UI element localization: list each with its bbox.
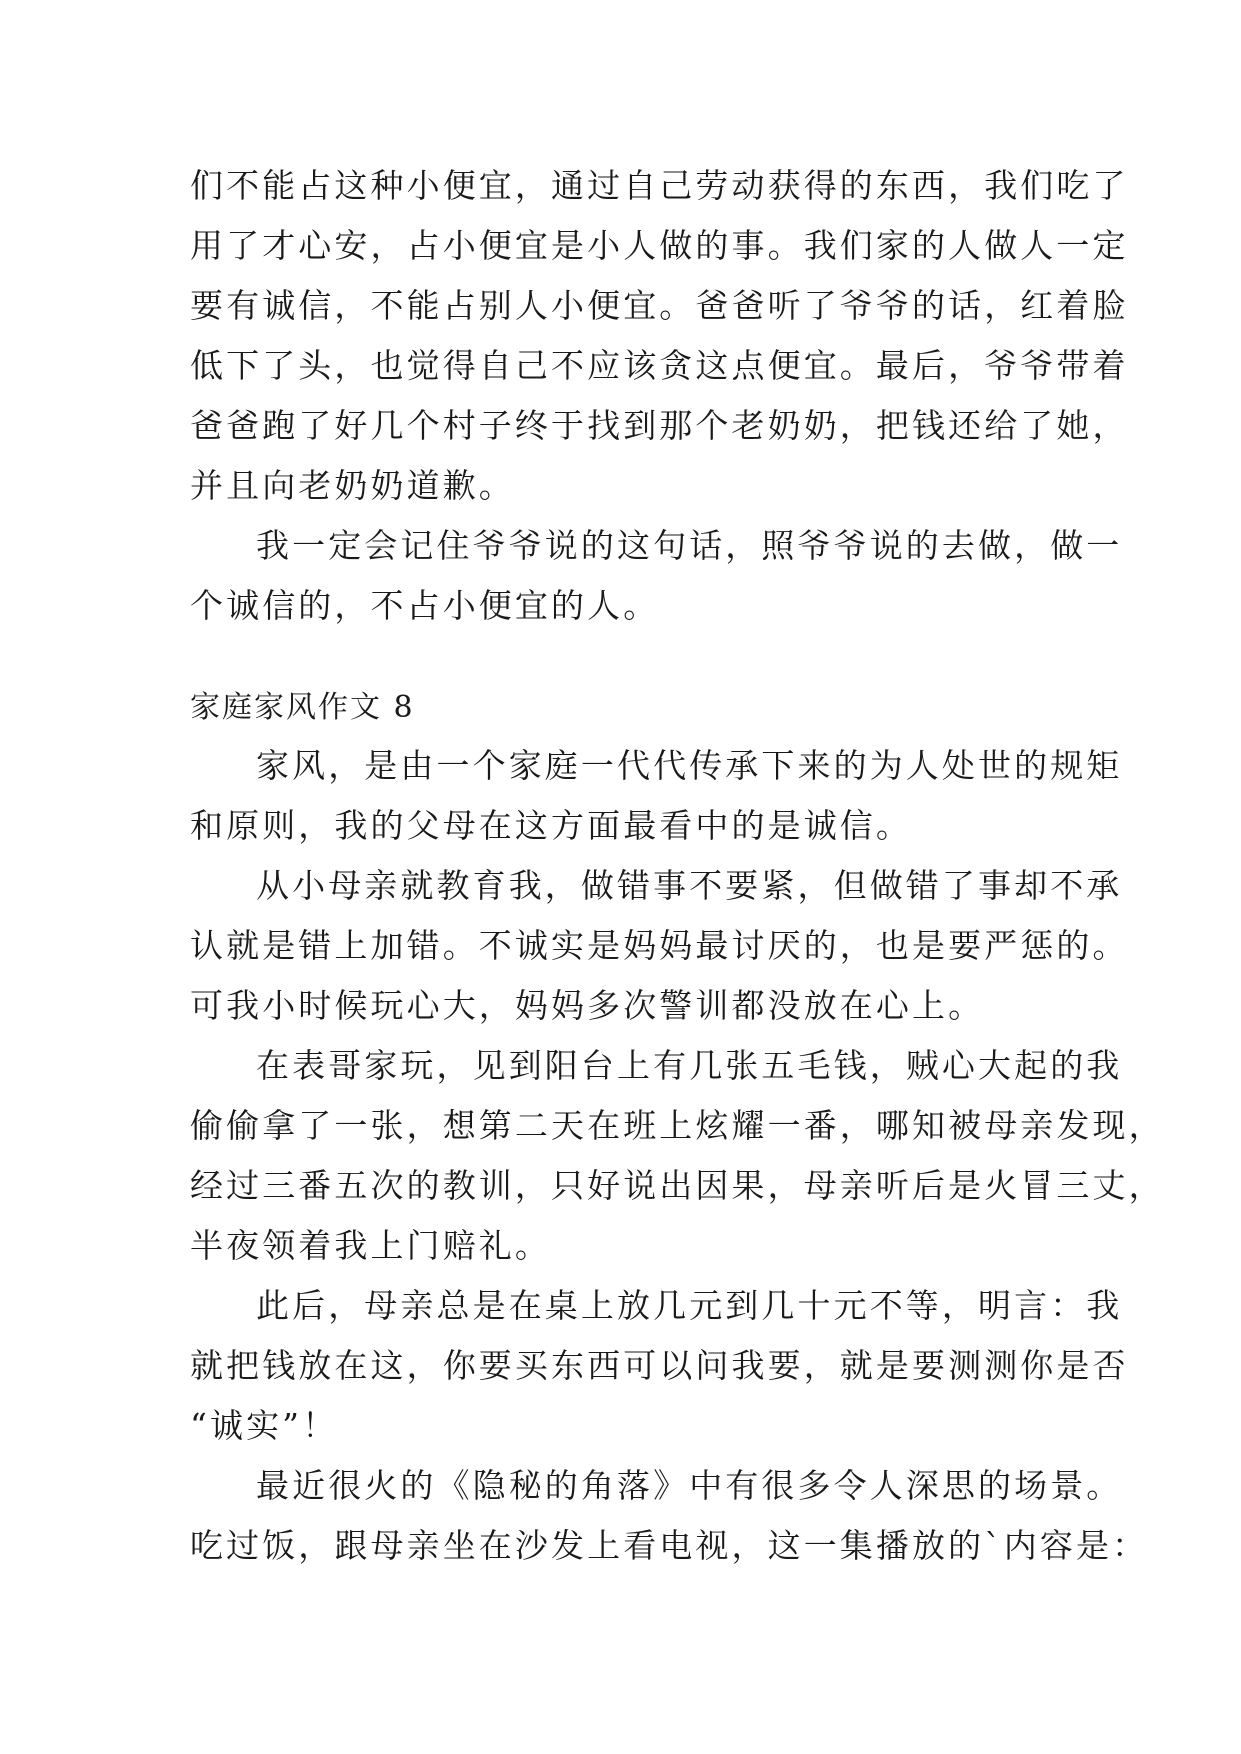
text-line: 用了才心安，占小便宜是小人做的事。我们家的人做人一定: [190, 226, 1129, 265]
text-line: 和原则，我的父母在这方面最看中的是诚信。: [190, 806, 912, 845]
text-line: 在表哥家玩，见到阳台上有几张五毛钱，贼心大起的我: [256, 1046, 1123, 1085]
text-line: 就把钱放在这，你要买东西可以问我要，就是要测测你是否: [190, 1346, 1129, 1385]
text-line: 经过三番五次的教训，只好说出因果，母亲听后是火冒三丈，: [190, 1166, 1165, 1205]
text-line: 我一定会记住爷爷说的这句话，照爷爷说的去做，做一: [256, 526, 1123, 565]
essay-heading: 家庭家风作文 8: [190, 690, 415, 725]
text-line: 半夜领着我上门赔礼。: [190, 1226, 551, 1265]
text-line: 们不能占这种小便宜，通过自己劳动获得的东西，我们吃了: [190, 166, 1129, 205]
text-line: 可我小时候玩心大，妈妈多次警训都没放在心上。: [190, 986, 985, 1025]
text-line: 从小母亲就教育我，做错事不要紧，但做错了事却不承: [256, 866, 1123, 905]
text-line: 要有诚信，不能占别人小便宜。爸爸听了爷爷的话，红着脸: [190, 286, 1129, 325]
text-line: 最近很火的《隐秘的角落》中有很多令人深思的场景。: [256, 1466, 1123, 1505]
text-line: 家风，是由一个家庭一代代传承下来的为人处世的规矩: [256, 746, 1123, 785]
text-line: 低下了头，也觉得自己不应该贪这点便宜。最后，爷爷带着: [190, 346, 1129, 385]
text-line: 偷偷拿了一张，想第二天在班上炫耀一番，哪知被母亲发现，: [190, 1106, 1165, 1145]
text-line: 并且向老奶奶道歉。: [190, 466, 515, 505]
text-line: 爸爸跑了好几个村子终于找到那个老奶奶，把钱还给了她，: [190, 406, 1129, 445]
text-line: 个诚信的，不占小便宜的人。: [190, 586, 660, 625]
text-line: 此后，母亲总是在桌上放几元到几十元不等，明言：我: [256, 1286, 1123, 1325]
text-line: “诚实”！: [190, 1406, 339, 1445]
text-line: 吃过饭，跟母亲坐在沙发上看电视，这一集播放的`内容是：: [190, 1526, 1149, 1565]
text-line: 认就是错上加错。不诚实是妈妈最讨厌的，也是要严惩的。: [190, 926, 1129, 965]
